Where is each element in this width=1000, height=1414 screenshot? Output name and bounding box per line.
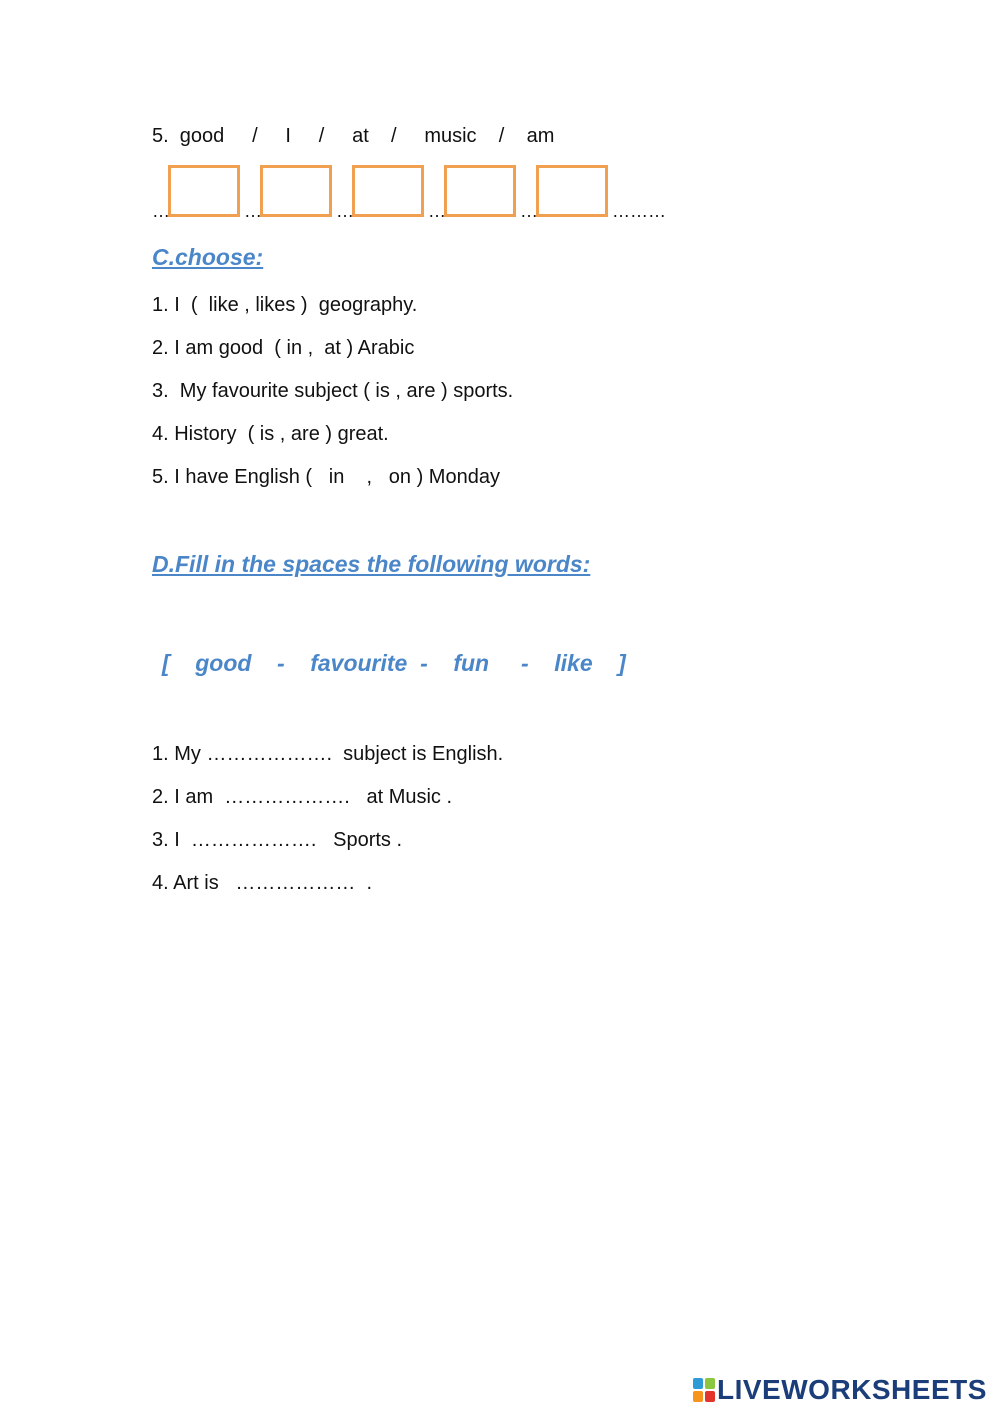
- dots-2: …: [336, 201, 354, 221]
- section-c-item-3: 3. My favourite subject ( is , are ) sports.: [152, 380, 514, 402]
- liveworksheets-logo: [693, 1374, 987, 1406]
- section-d-item-3: 3. I ………………. Sports .: [152, 829, 403, 851]
- word-bank: [ good - favourite - fun - like ]: [162, 650, 626, 676]
- section-c-item-4: 4. History ( is , are ) great.: [152, 423, 389, 445]
- answer-box-5[interactable]: [536, 165, 608, 217]
- dots-1: …: [244, 201, 262, 221]
- section-d-item-4: 4. Art is ……………… .: [152, 872, 373, 894]
- section-c-item-5: 5. I have English ( in , on ) Monday: [152, 466, 500, 488]
- section-c-item-2: 2. I am good ( in , at ) Arabic: [152, 337, 415, 359]
- section-c-heading: C.choose:: [152, 244, 264, 270]
- liveworksheets-logo-text: LIVEWORKSHEETS: [717, 1374, 987, 1405]
- answer-box-1[interactable]: [168, 165, 240, 217]
- dots-0: …: [152, 201, 170, 221]
- dots-5: ………: [612, 201, 666, 221]
- answer-box-2[interactable]: [260, 165, 332, 217]
- dots-3: …: [428, 201, 446, 221]
- section-d-heading: D.Fill in the spaces the following words:: [152, 551, 591, 577]
- liveworksheets-logo-icon: [693, 1378, 715, 1402]
- logo-square-green: [705, 1378, 715, 1389]
- logo-square-blue: [693, 1378, 703, 1389]
- logo-square-red: [705, 1391, 715, 1402]
- dots-4: …: [520, 201, 538, 221]
- section-d-item-1: 1. My ………………. subject is English.: [152, 743, 504, 765]
- section-b-item-5: 5. good / I / at / music / am: [152, 125, 555, 147]
- section-d-item-2: 2. I am ………………. at Music .: [152, 786, 453, 808]
- answer-box-3[interactable]: [352, 165, 424, 217]
- section-c-item-1: 1. I ( like , likes ) geography.: [152, 294, 418, 316]
- logo-square-orange: [693, 1391, 703, 1402]
- answer-box-4[interactable]: [444, 165, 516, 217]
